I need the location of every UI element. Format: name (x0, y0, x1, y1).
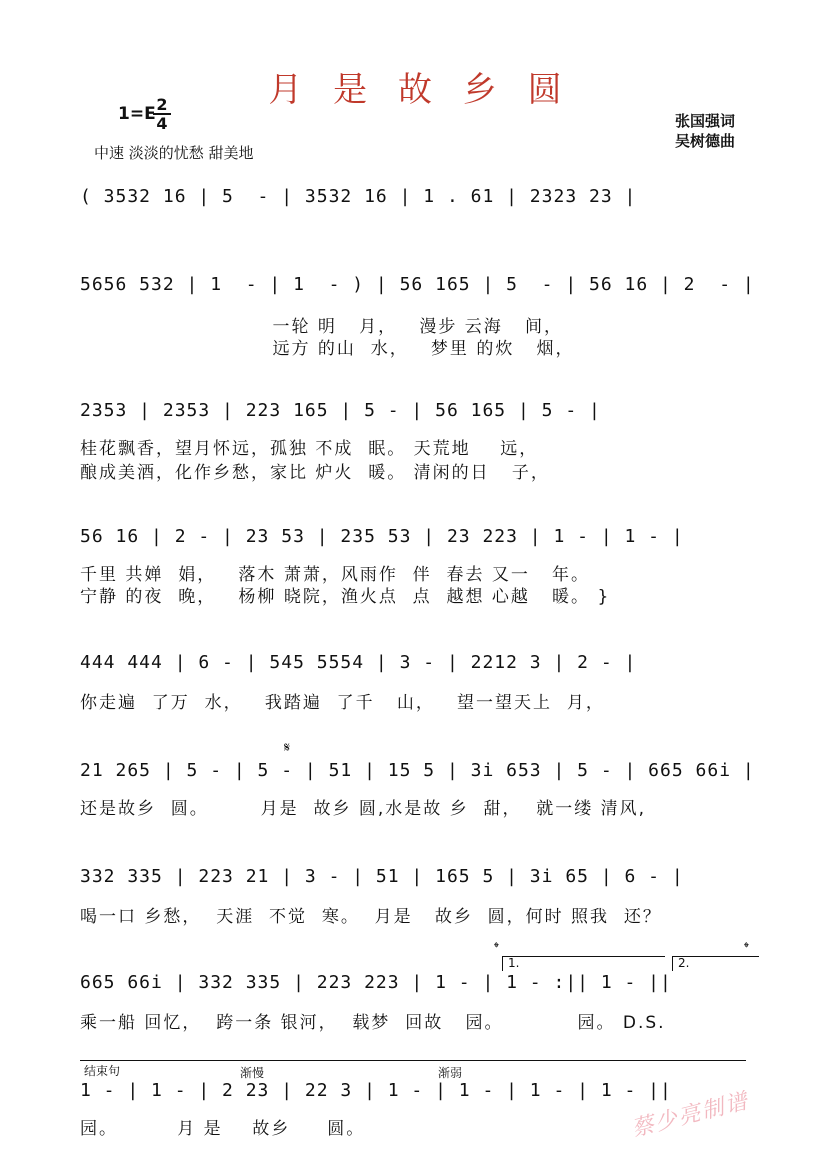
lyric-line: 你走遍 了万 水， 我踏遍 了千 山， 望一望天上 月， (80, 693, 605, 713)
notation-line: 56 16 | 2 - | 23 53 | 235 53 | 23 223 | 1 - | 1 - | (80, 526, 684, 547)
lyric-line: 宁静 的夜 晚， 杨柳 晓院，渔火点 点 越想 心越 暖。 } (80, 587, 611, 607)
segno-sign: 𝄋 (284, 740, 291, 756)
lyric-line: 酿成美酒，化作乡愁，家比 炉火 暖。 清闲的日 子， (80, 463, 550, 483)
second-ending-label: 2. (678, 956, 690, 970)
notation-line: 332 335 | 223 21 | 3 - | 51 | 165 5 | 3i 65 | 6 - | (80, 866, 684, 887)
coda-sign: 𝄌 (744, 940, 749, 956)
key-signature: 1=E (118, 104, 156, 124)
lyric-line: 千里 共婵 娟， 落木 萧萧，风雨作 伴 春去 又一 年。 (80, 565, 591, 585)
lyric-line: 喝一口 乡愁， 天涯 不觉 寒。 月是 故乡 圆，何时 照我 还？ (80, 907, 662, 927)
lyric-line: 园。 月 是 故乡 圆。 (80, 1119, 366, 1139)
coda-sign: 𝄌 (494, 940, 499, 956)
coda-rule (80, 1060, 746, 1061)
notation-line: 1 - | 1 - | 2 23 | 22 3 | 1 - | 1 - | 1 - | 1 - || (80, 1080, 672, 1101)
notation-line: 21 265 | 5 - | 5 - | 51 | 15 5 | 3i 653 | 5 - | 665 66i | (80, 760, 755, 781)
coda-label: 结束句 (84, 1064, 121, 1078)
song-title: 月 是 故 乡 圆 (268, 70, 572, 110)
watermark: 蔡少亮制谱 (629, 1088, 752, 1143)
lyric-line: 一轮 明 月， 漫步 云海 间， (80, 317, 563, 337)
notation-line: 2353 | 2353 | 223 165 | 5 - | 56 165 | 5 - | (80, 400, 601, 421)
lyric-line: 乘一船 回忆， 跨一条 银河， 载梦 回故 园。 园。 D.S. (80, 1013, 666, 1033)
lyric-line: 还是故乡 圆。 月是 故乡 圆,水是故 乡 甜， 就一缕 清风, (80, 799, 647, 819)
composer-credit: 吴树德曲 (675, 132, 736, 150)
notation-line: ( 3532 16 | 5 - | 3532 16 | 1 . 61 | 2323 23 | (80, 186, 637, 207)
slowing-marking: 渐慢 (240, 1066, 265, 1080)
fading-marking: 渐弱 (438, 1066, 463, 1080)
lyric-line: 桂花飘香，望月怀远，孤独 不成 眠。 天荒地 远， (80, 439, 539, 459)
lyric-line: 远方 的山 水， 梦里 的炊 烟， (80, 339, 575, 359)
time-signature: 2 4 (153, 96, 171, 132)
notation-line: 444 444 | 6 - | 545 5554 | 3 - | 2212 3 | 2 - | (80, 652, 637, 673)
first-ending-label: 1. (508, 956, 520, 970)
tempo-marking: 中速 淡淡的忧愁 甜美地 (94, 144, 254, 162)
notation-line: 665 66i | 332 335 | 223 223 | 1 - | 1 - :|| 1 - || (80, 972, 672, 993)
lyricist-credit: 张国强词 (675, 112, 736, 130)
notation-line: 5656 532 | 1 - | 1 - ) | 56 165 | 5 - | 56 16 | 2 - | (80, 274, 755, 295)
first-ending-bracket (502, 956, 665, 971)
